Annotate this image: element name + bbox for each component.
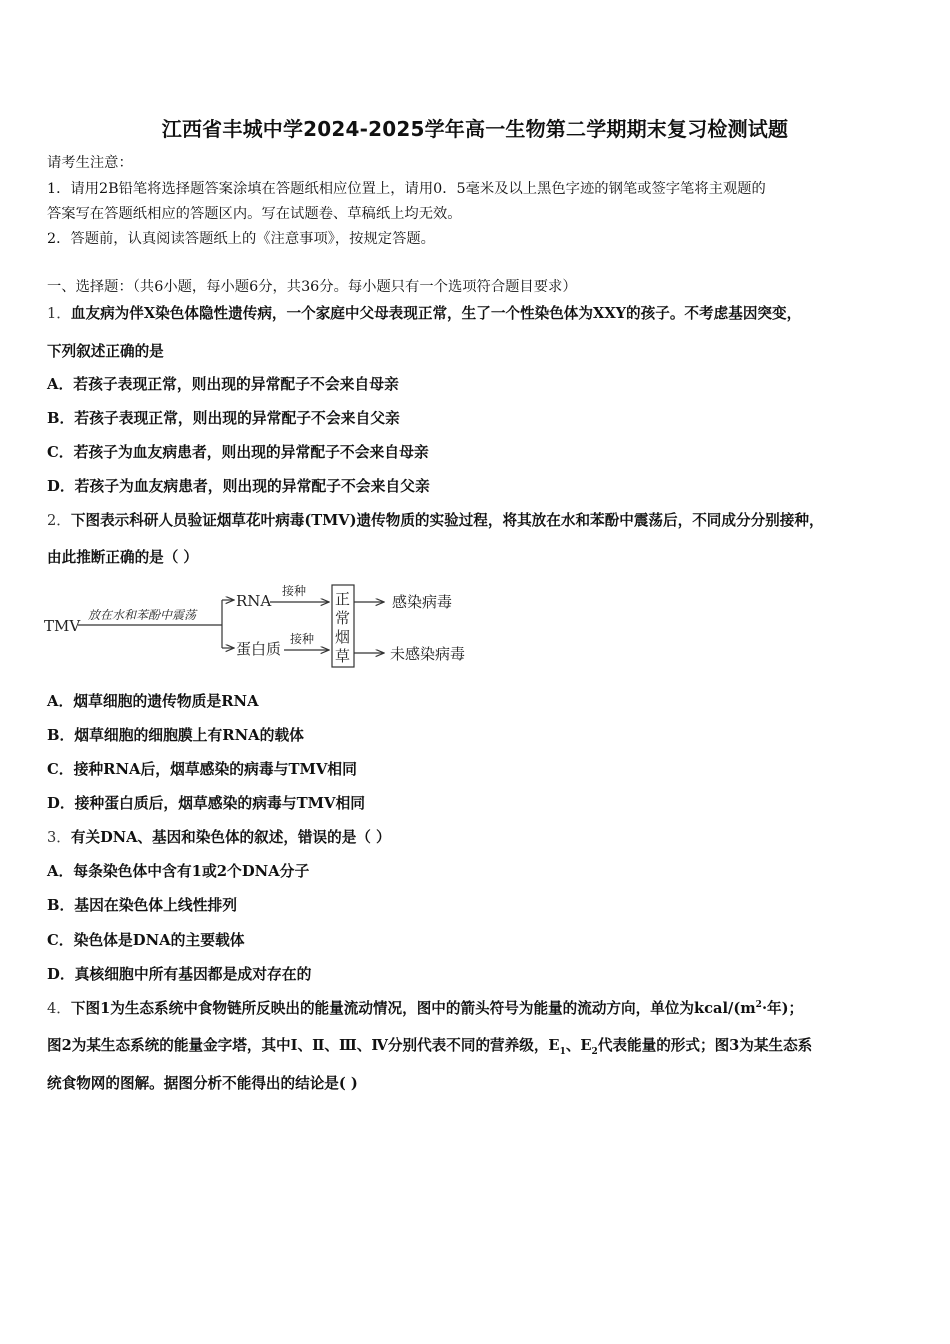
inoculate-label-2: 接种	[290, 632, 315, 646]
rna-label: RNA	[236, 592, 272, 610]
question-2-line-2: 由此推断正确的是（ ）	[47, 549, 199, 566]
q2-option-b: B．烟草细胞的细胞膜上有RNA的载体	[47, 727, 304, 744]
q3-option-c: C．染色体是DNA的主要载体	[47, 932, 245, 949]
q3-option-b: B．基因在染色体上线性排列	[47, 897, 238, 914]
page-title: 江西省丰城中学2024-2025学年高一生物第二学期期末复习检测试题	[161, 117, 789, 141]
q1-option-d: D．若孩子为血友病患者，则出现的异常配子不会来自父亲	[47, 478, 430, 495]
question-number: 2．	[47, 512, 71, 529]
subscript-1: 1	[559, 1046, 566, 1057]
tmv-experiment-diagram	[44, 580, 474, 672]
q2-option-a: A．烟草细胞的遗传物质是RNA	[47, 693, 259, 710]
q2-option-d: D．接种蛋白质后，烟草感染的病毒与TMV相同	[47, 795, 366, 812]
superscript: 2	[755, 1000, 762, 1011]
tobacco-char-2: 常	[335, 609, 351, 627]
question-4-line-2	[47, 1034, 812, 1057]
notice-header: 请考生注意：	[47, 155, 133, 171]
q1-option-b: B．若孩子表现正常，则出现的异常配子不会来自父亲	[47, 410, 400, 427]
section-heading: 一、选择题：（共6小题，每小题6分，共36分。每小题只有一个选项符合题目要求）	[47, 279, 577, 295]
question-text-part-2: ·年)；	[761, 1000, 804, 1017]
question-1-line-1	[47, 302, 801, 323]
notice-item-1-line-1: 1．请用2B铅笔将选择题答案涂填在答题纸相应位置上，请用0．5毫米及以上黑色字迹的钢笔或签字笔将主观题的	[47, 181, 766, 197]
question-1-line-2: 下列叙述正确的是	[47, 343, 164, 360]
question-4-line-1	[47, 997, 803, 1018]
process-label: 放在水和苯酚中震荡	[88, 608, 197, 622]
q1-option-c: C．若孩子为血友病患者，则出现的异常配子不会来自母亲	[47, 444, 429, 461]
q1-option-a: A．若孩子表现正常，则出现的异常配子不会来自母亲	[47, 376, 399, 393]
inoculate-label-1: 接种	[282, 584, 307, 598]
protein-label: 蛋白质	[236, 640, 282, 658]
question-text: 有关DNA、基因和染色体的叙述，错误的是（ ）	[70, 829, 391, 846]
question-text: 血友病为伴X染色体隐性遗传病，一个家庭中父母表现正常，生了一个性染色体为XXY的孩子。不考虑基因突变，	[70, 305, 802, 322]
question-number: 3．	[47, 829, 71, 846]
subscript-2: 2	[591, 1046, 598, 1057]
question-text: 下图表示科研人员验证烟草花叶病毒(TMV)遗传物质的实验过程，将其放在水和苯酚中震荡后，不同成分分别接种，	[70, 512, 824, 529]
question-text-part-1: 图2为某生态系统的能量金字塔，其中Ⅰ、Ⅱ、Ⅲ、Ⅳ分别代表不同的营养级，E	[47, 1037, 560, 1054]
question-text-part-1: 下图1为生态系统中食物链所反映出的能量流动情况，图中的箭头符号为能量的流动方向，单位为kcal/(m	[70, 1000, 756, 1017]
notice-item-2: 2．答题前，认真阅读答题纸上的《注意事项》，按规定答题。	[47, 231, 435, 247]
tobacco-char-4: 草	[335, 647, 351, 665]
tobacco-char-1: 正	[335, 590, 351, 608]
tobacco-char-3: 烟	[335, 628, 351, 646]
notice-item-1-line-2: 答案写在答题纸相应的答题区内。写在试题卷、草稿纸上均无效。	[47, 206, 462, 222]
q2-option-c: C．接种RNA后，烟草感染的病毒与TMV相同	[47, 761, 357, 778]
question-4-line-3: 统食物网的图解。据图分析不能得出的结论是( )	[47, 1075, 358, 1092]
question-3-line-1	[47, 826, 391, 847]
question-2-line-1	[47, 509, 824, 530]
question-number: 1．	[47, 305, 71, 322]
infected-label: 感染病毒	[392, 593, 453, 611]
question-number: 4．	[47, 1000, 71, 1017]
tmv-label: TMV	[44, 617, 81, 635]
q3-option-d: D．真核细胞中所有基因都是成对存在的	[47, 966, 312, 983]
not-infected-label: 未感染病毒	[390, 645, 466, 663]
question-text-part-2: 代表能量的形式；图3为某生态系	[597, 1037, 813, 1054]
q3-option-a: A．每条染色体中含有1或2个DNA分子	[47, 863, 310, 880]
question-text-mid: 、E	[565, 1037, 592, 1054]
